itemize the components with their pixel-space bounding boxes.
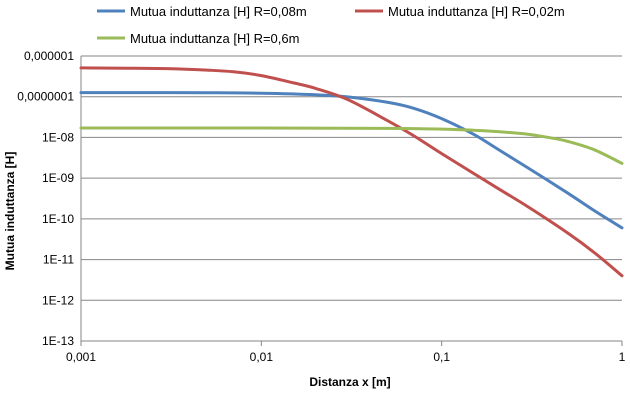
series-line-2 [81, 68, 622, 276]
x-tick-label: 0,001 [65, 350, 97, 364]
series-line-3 [81, 128, 622, 163]
series-line-1 [81, 93, 622, 228]
legend-label-1: Mutua induttanza [H] R=0,08m [130, 4, 307, 19]
x-axis-title: Distanza x [m] [309, 375, 391, 389]
y-tick-label: 0,0000001 [17, 89, 74, 104]
legend-label-2: Mutua induttanza [H] R=0,02m [388, 4, 565, 19]
legend-label-3: Mutua induttanza [H] R=0,6m [130, 31, 300, 46]
x-tick-label: 0,01 [249, 350, 274, 364]
series [81, 68, 622, 276]
y-tick-label: 1E-08 [41, 130, 74, 145]
x-tick-label: 1 [618, 350, 626, 364]
y-tick-label: 1E-11 [42, 252, 74, 267]
legend [97, 4, 565, 46]
x-tick-label: 0,1 [433, 350, 451, 364]
y-tick-label: 1E-12 [41, 293, 74, 308]
y-tick-label: 1E-09 [41, 171, 74, 186]
y-tick-label: 1E-13 [41, 334, 74, 348]
y-tick-label: 1E-10 [41, 211, 74, 226]
y-axis-title: Mutua induttanza [H] [3, 151, 17, 271]
y-tick-label: 0,000001 [23, 49, 74, 63]
